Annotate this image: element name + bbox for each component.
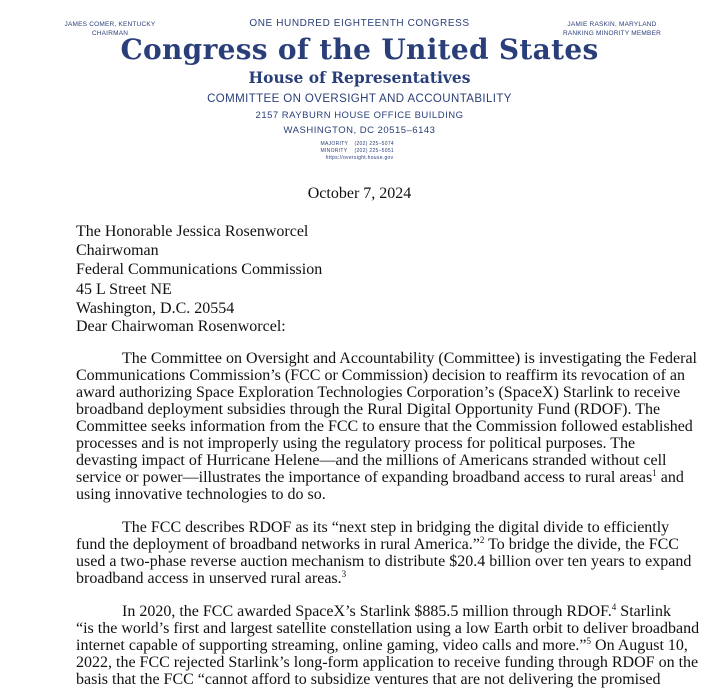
paragraph-line <box>76 602 671 620</box>
paragraph-3 <box>76 602 700 688</box>
paragraph-line <box>76 535 679 553</box>
line-text: fund the deployment of broadband networks in rural America.” <box>76 536 480 553</box>
paragraph-line: processes and is not improperly using the regulatory process for political purposes. The <box>76 435 636 452</box>
majority-phone: (202) 225–5074 <box>354 141 395 147</box>
majority-label: MAJORITY <box>320 141 349 147</box>
footnote-ref-5[interactable]: 5 <box>586 636 592 646</box>
addressee-line: 45 L Street NE <box>76 280 172 298</box>
letterhead <box>0 18 719 162</box>
addressee-line: Washington, D.C. 20554 <box>76 299 235 317</box>
website-link[interactable]: https://oversight.house.gov <box>325 155 394 161</box>
phone-block <box>0 141 719 162</box>
paragraph-line: basis that the FCC “cannot afford to subsidize ventures that are not delivering the promised <box>76 671 661 688</box>
footnote-ref-1[interactable]: 1 <box>652 468 657 478</box>
line-text: service or power—illustrates the importance of expanding broadband access to rural areas <box>76 469 653 486</box>
line-text: On August 10, <box>591 637 688 654</box>
paragraph-2 <box>76 519 692 587</box>
address-line-2: WASHINGTON, DC 20515–6143 <box>283 125 436 136</box>
paragraph-line: The FCC describes RDOF as its “next step in bridging the digital divide to efficiently <box>122 519 670 536</box>
line-text: In 2020, the FCC awarded SpaceX’s Starlink $885.5 million through RDOF. <box>122 603 612 620</box>
letter-date: October 7, 2024 <box>307 185 412 202</box>
paragraph-line: broadband deployment subsidies through the Rural Digital Opportunity Fund (RDOF). The <box>76 401 661 418</box>
line-text: and <box>656 469 684 486</box>
congress-number: ONE HUNDRED EIGHTEENTH CONGRESS <box>249 18 470 29</box>
paragraph-line: Communications Commission’s (FCC or Commission) decision to reaffirm its revocation of an <box>76 367 685 384</box>
ranking-member-name: JAMIE RASKIN, MARYLAND <box>567 21 657 28</box>
letterhead-title: Congress of the United States <box>120 33 599 66</box>
paragraph-line: 2022, the FCC rejected Starlink’s long-form application to receive funding through RDOF on the <box>76 654 699 671</box>
paragraph-line: “is the world’s first and largest satellite constellation using a low Earth orbit to deliver broadband <box>76 620 700 637</box>
chairman-name: JAMES COMER, KENTUCKY <box>64 21 156 28</box>
paragraph-line: used a two-phase reverse auction mechanism to distribute $20.4 billion over ten years to expand <box>76 553 692 570</box>
paragraph-line: award authorizing Space Exploration Technologies Corporation’s (SpaceX) Starlink to receive <box>76 384 681 401</box>
committee-name: COMMITTEE ON OVERSIGHT AND ACCOUNTABILITY <box>207 93 512 105</box>
paragraph-line <box>76 570 660 587</box>
address-line-1: 2157 RAYBURN HOUSE OFFICE BUILDING <box>255 110 464 121</box>
addressee-line: Chairwoman <box>76 242 159 260</box>
paragraph-1 <box>76 350 697 503</box>
footnote-ref-2[interactable]: 2 <box>479 535 485 545</box>
letterhead-house: House of Representatives <box>248 68 471 87</box>
chairman-title: CHAIRMAN <box>91 30 129 37</box>
addressee-line: The Honorable Jessica Rosenworcel <box>76 223 309 240</box>
minority-phone: (202) 225–5051 <box>354 148 395 154</box>
paragraph-line: The Committee on Oversight and Accountability (Committee) is investigating the Federal <box>122 350 697 367</box>
paragraph-line <box>76 636 688 654</box>
paragraph-line: using innovative technologies to do so. <box>76 486 326 503</box>
line-text: internet capable of supporting streaming, online gaming, video calls and more.” <box>76 637 587 654</box>
addressee-block <box>76 222 322 318</box>
line-text: To bridge the divide, the FCC <box>484 536 679 553</box>
footnote-ref-3[interactable]: 3 <box>341 569 347 579</box>
ranking-member-title: RANKING MINORITY MEMBER <box>562 30 661 37</box>
line-text: Starlink <box>616 603 671 620</box>
minority-label: MINORITY <box>320 148 348 154</box>
paragraph-line <box>76 468 684 486</box>
salutation: Dear Chairwoman Rosenworcel: <box>76 318 286 335</box>
addressee-line: Federal Communications Commission <box>76 261 323 279</box>
footnote-ref-4[interactable]: 4 <box>611 602 617 612</box>
paragraph-line: devasting impact of Hurricane Helene—and the millions of Americans stranded without cell <box>76 452 667 469</box>
paragraph-line: Committee seeks information from the FCC to ensure that the Commission followed established <box>76 418 693 435</box>
line-text: broadband access in unserved rural areas. <box>76 570 342 587</box>
